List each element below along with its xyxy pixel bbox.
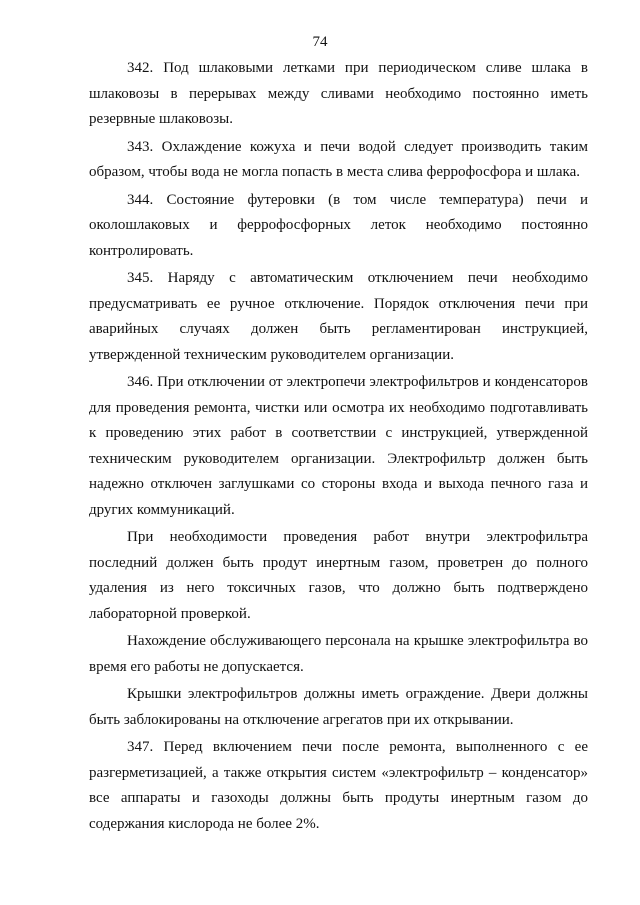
paragraph-346-personnel: Нахождение обслуживающего персонала на крышке электрофильтра во время его работы не допускается. bbox=[89, 633, 588, 675]
paragraph-346-purge: При необходимости проведения работ внутри электрофильтра последний должен быть продут инертным газом, проветрен до полного удаления из него токсичных газов, что должно быть подтверждено лабораторной проверкой. bbox=[89, 529, 588, 622]
document-body bbox=[89, 56, 588, 839]
paragraph-343: 343. Охлаждение кожуха и печи водой следует производить таким образом, чтобы вода не могла попасть в места слива феррофосфора и шлака. bbox=[89, 138, 588, 180]
paragraph-342: 342. Под шлаковыми летками при периодическом сливе шлака в шлаковозы в перерывах между сливами необходимо постоянно иметь резервные шлаковозы. bbox=[89, 60, 588, 127]
paragraph-344: 344. Состояние футеровки (в том числе температура) печи и околошлаковых и феррофосфорных леток необходимо постоянно контролировать. bbox=[89, 191, 588, 259]
page-number: 74 bbox=[312, 34, 328, 50]
paragraph-347: 347. Перед включением печи после ремонта, выполненного с ее разгерметизацией, а также открытия систем «электрофильтр – конденсатор» все аппараты и газоходы должны быть продуты инертным газом до содержания кислорода не более 2%. bbox=[89, 739, 588, 832]
paragraph-346-covers: Крышки электрофильтров должны иметь ограждение. Двери должны быть заблокированы на отключение агрегатов при их открывании. bbox=[89, 686, 588, 728]
paragraph-345: 345. Наряду с автоматическим отключением печи необходимо предусматривать ее ручное отключение. Порядок отключения печи при аварийных случаях должен быть регламентирован инструкцией, утвержденной техническим руководителем организации. bbox=[89, 270, 588, 363]
paragraph-346: 346. При отключении от электропечи электрофильтров и конденсаторов для проведения ремонта, чистки или осмотра их необходимо подготавливать к проведению этих работ в соответствии с инструкцией, утвержденной техническим руководителем организации. Электрофильтр должен быть надежно отключен заглушками со стороны входа и выхода печного газа и других коммуникаций. bbox=[89, 374, 588, 518]
